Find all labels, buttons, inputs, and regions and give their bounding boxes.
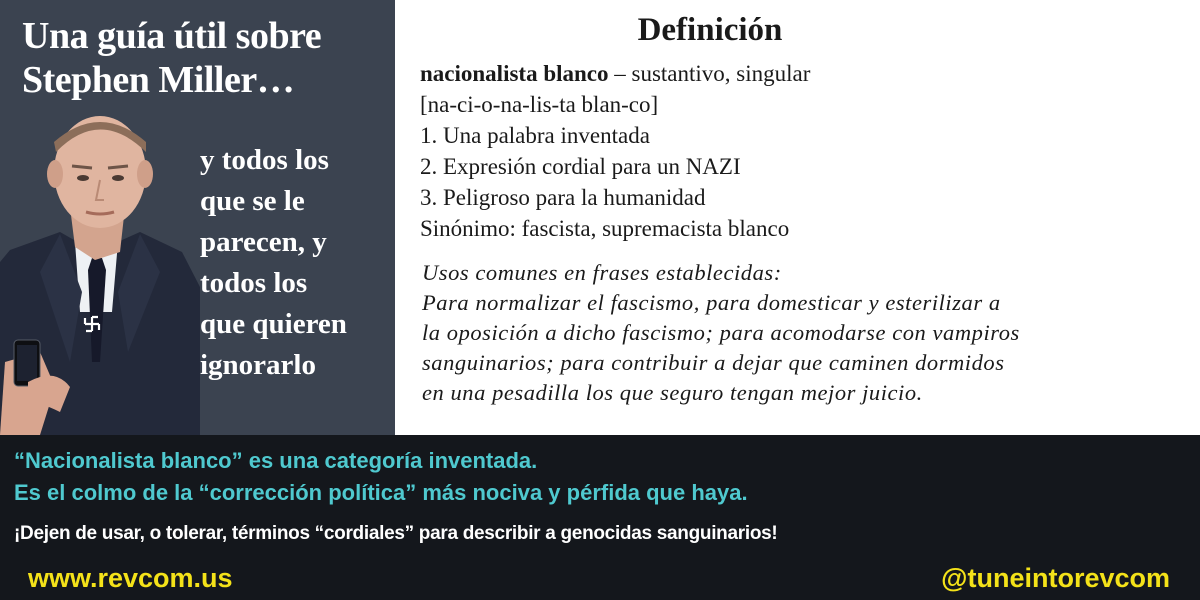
bottom-banner (0, 435, 1200, 600)
usage-heading: Usos comunes en frases establecidas: (422, 260, 782, 285)
meaning-item: 3. Peligroso para la humanidad (420, 185, 706, 210)
left-panel (0, 0, 395, 435)
banner-line-1: “Nacionalista blanco” es una categoría inventada. (14, 448, 538, 473)
subtitle-line: todos los (200, 267, 308, 299)
definition-heading: Definición (637, 12, 783, 48)
meaning-item: 1. Una palabra inventada (420, 123, 650, 148)
guide-subtitle (200, 140, 390, 386)
usage-line: la oposición a dicho fascismo; para acomodarse con vampiros (422, 320, 1020, 345)
subtitle-line: y todos los (200, 144, 329, 176)
usage-line: en una pesadilla los que seguro tengan mejor juicio. (422, 380, 923, 405)
usage-section (422, 258, 1194, 408)
guide-title (22, 14, 392, 102)
banner-line-3: ¡Dejen de usar, o tolerar, términos “cordiales” para describir a genocidas sanguinarios! (14, 523, 778, 544)
definition-body (420, 58, 1195, 244)
synonyms: Sinónimo: fascista, supremacista blanco (420, 216, 790, 241)
social-handle[interactable]: @tuneintorevcom (941, 563, 1170, 593)
portrait-photo (0, 112, 200, 435)
pronunciation: [na-ci-o-na-lis-ta blan-co] (420, 92, 659, 117)
banner-line-2: Es el colmo de la “corrección política” más nociva y pérfida que haya. (14, 480, 748, 505)
subtitle-line: ignorarlo (200, 349, 316, 381)
website-link[interactable]: www.revcom.us (28, 563, 233, 593)
guide-title-line-2: Stephen Miller… (22, 59, 295, 101)
meaning-item: 2. Expresión cordial para un NAZI (420, 154, 741, 179)
subtitle-line: que se le (200, 185, 305, 217)
term-part-of-speech: – sustantivo, singular (608, 61, 811, 86)
usage-line: sanguinarios; para contribuir a dejar que caminen dormidos (422, 350, 1005, 375)
term-line (420, 58, 1195, 89)
subtitle-line: parecen, y (200, 226, 327, 258)
term: nacionalista blanco (420, 61, 609, 86)
guide-title-line-1: Una guía útil sobre (22, 15, 322, 57)
usage-line: Para normalizar el fascismo, para domesticar y esterilizar a (422, 290, 1001, 315)
subtitle-line: que quieren (200, 308, 347, 340)
definition-panel (395, 0, 1200, 435)
